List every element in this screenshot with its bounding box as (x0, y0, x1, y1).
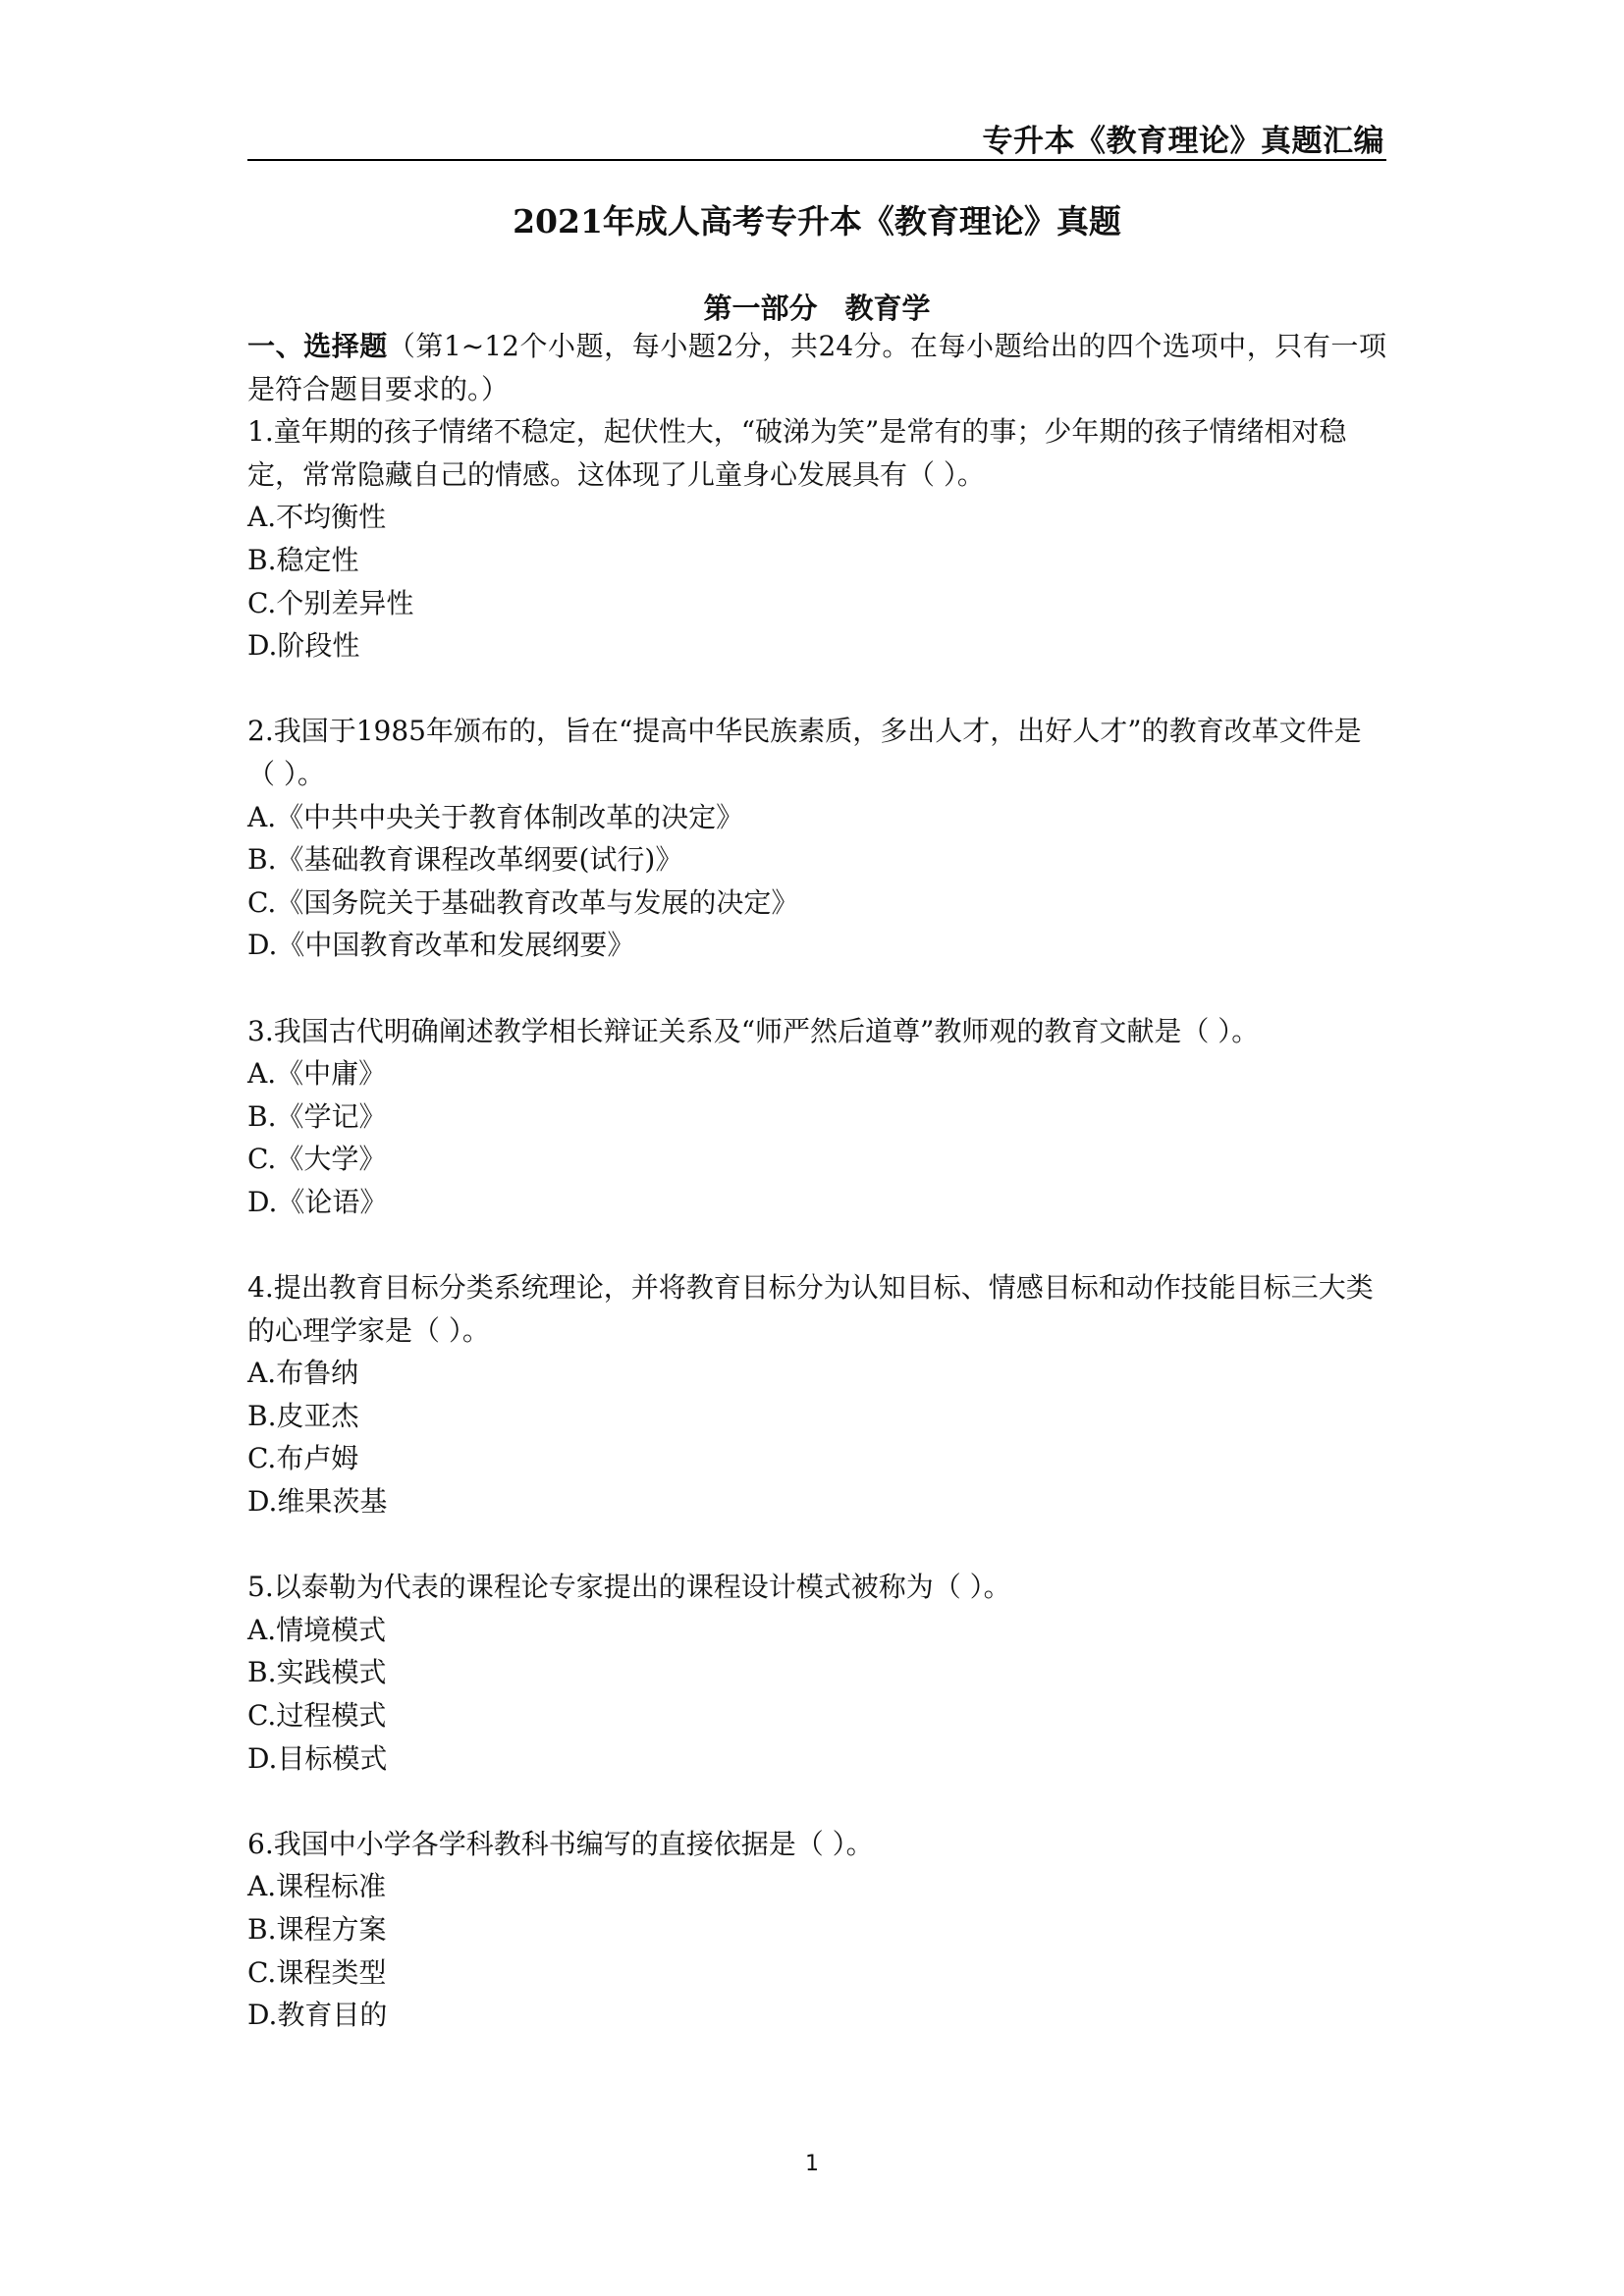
content-area (247, 325, 1386, 2079)
question-stem: 4.提出教育目标分类系统理论，并将教育目标分为认知目标、情感目标和动作技能目标三大类的心理学家是（ ）。 (247, 1271, 1374, 1347)
answer-option: A.课程标准 (247, 1870, 387, 1903)
answer-option: B.课程方案 (247, 1912, 387, 1946)
section-instruction: （第1~12个小题，每小题2分，共24分。在每小题给出的四个选项中，只有一项是符合题目要求的。） (247, 330, 1386, 405)
part-title: 第一部分 教育学 (703, 292, 931, 325)
answer-option: C.《国务院关于基础教育改革与发展的决定》 (247, 885, 799, 919)
answer-option: A.《中庸》 (247, 1057, 387, 1091)
answer-option: C.课程类型 (247, 1955, 387, 1989)
question-stem: 5.以泰勒为代表的课程论专家提出的课程设计模式被称为（ ）。 (247, 1571, 1011, 1604)
answer-option: D.目标模式 (247, 1741, 388, 1775)
answer-option: C.布卢姆 (247, 1442, 359, 1475)
question-item (247, 410, 1386, 667)
page-number: 1 (805, 2152, 819, 2176)
answer-option: D.阶段性 (247, 629, 360, 663)
question-item (247, 1266, 1386, 1523)
answer-option: C.《大学》 (247, 1143, 387, 1176)
running-header: 专升本《教育理论》真题汇编 (982, 124, 1384, 159)
answer-option: B.皮亚杰 (247, 1399, 359, 1432)
question-list (247, 410, 1386, 2037)
answer-option: B.实践模式 (247, 1656, 387, 1689)
answer-option: B.《学记》 (247, 1099, 387, 1133)
answer-option: B.《基础教育课程改革纲要(试行)》 (247, 843, 683, 877)
answer-option: A.《中共中央关于教育体制改革的决定》 (247, 800, 744, 833)
answer-option: A.情境模式 (247, 1613, 387, 1646)
section-label: 一、选择题 (247, 330, 388, 362)
question-stem: 2.我国于1985年颁布的，旨在“提高中华民族素质，多出人才，出好人才”的教育改革文件是（ ）。 (247, 715, 1362, 790)
answer-option: C.个别差异性 (247, 586, 414, 619)
question-item (247, 1823, 1386, 2037)
question-item (247, 710, 1386, 967)
answer-option: D.《中国教育改革和发展纲要》 (247, 929, 635, 962)
document-title: 2021年成人高考专升本《教育理论》真题 (513, 202, 1121, 240)
answer-option: B.稳定性 (247, 543, 359, 576)
answer-option: D.教育目的 (247, 1999, 388, 2032)
answer-option: C.过程模式 (247, 1699, 387, 1732)
answer-option: A.布鲁纳 (247, 1357, 359, 1390)
question-stem: 1.童年期的孩子情绪不稳定，起伏性大，“破涕为笑”是常有的事；少年期的孩子情绪相对稳定，常常隐藏自己的情感。这体现了儿童身心发展具有（ ）。 (247, 415, 1347, 491)
question-stem: 3.我国古代明确阐述教学相长辩证关系及“师严然后道尊”教师观的教育文献是（ ）。 (247, 1014, 1260, 1047)
answer-option: A.不均衡性 (247, 501, 387, 534)
answer-option: D.维果茨基 (247, 1485, 388, 1519)
section-heading (247, 325, 1386, 410)
header-rule (247, 159, 1386, 161)
question-stem: 6.我国中小学各学科教科书编写的直接依据是（ ）。 (247, 1827, 874, 1860)
question-item (247, 1010, 1386, 1224)
answer-option: D.《论语》 (247, 1185, 388, 1218)
question-item (247, 1566, 1386, 1780)
